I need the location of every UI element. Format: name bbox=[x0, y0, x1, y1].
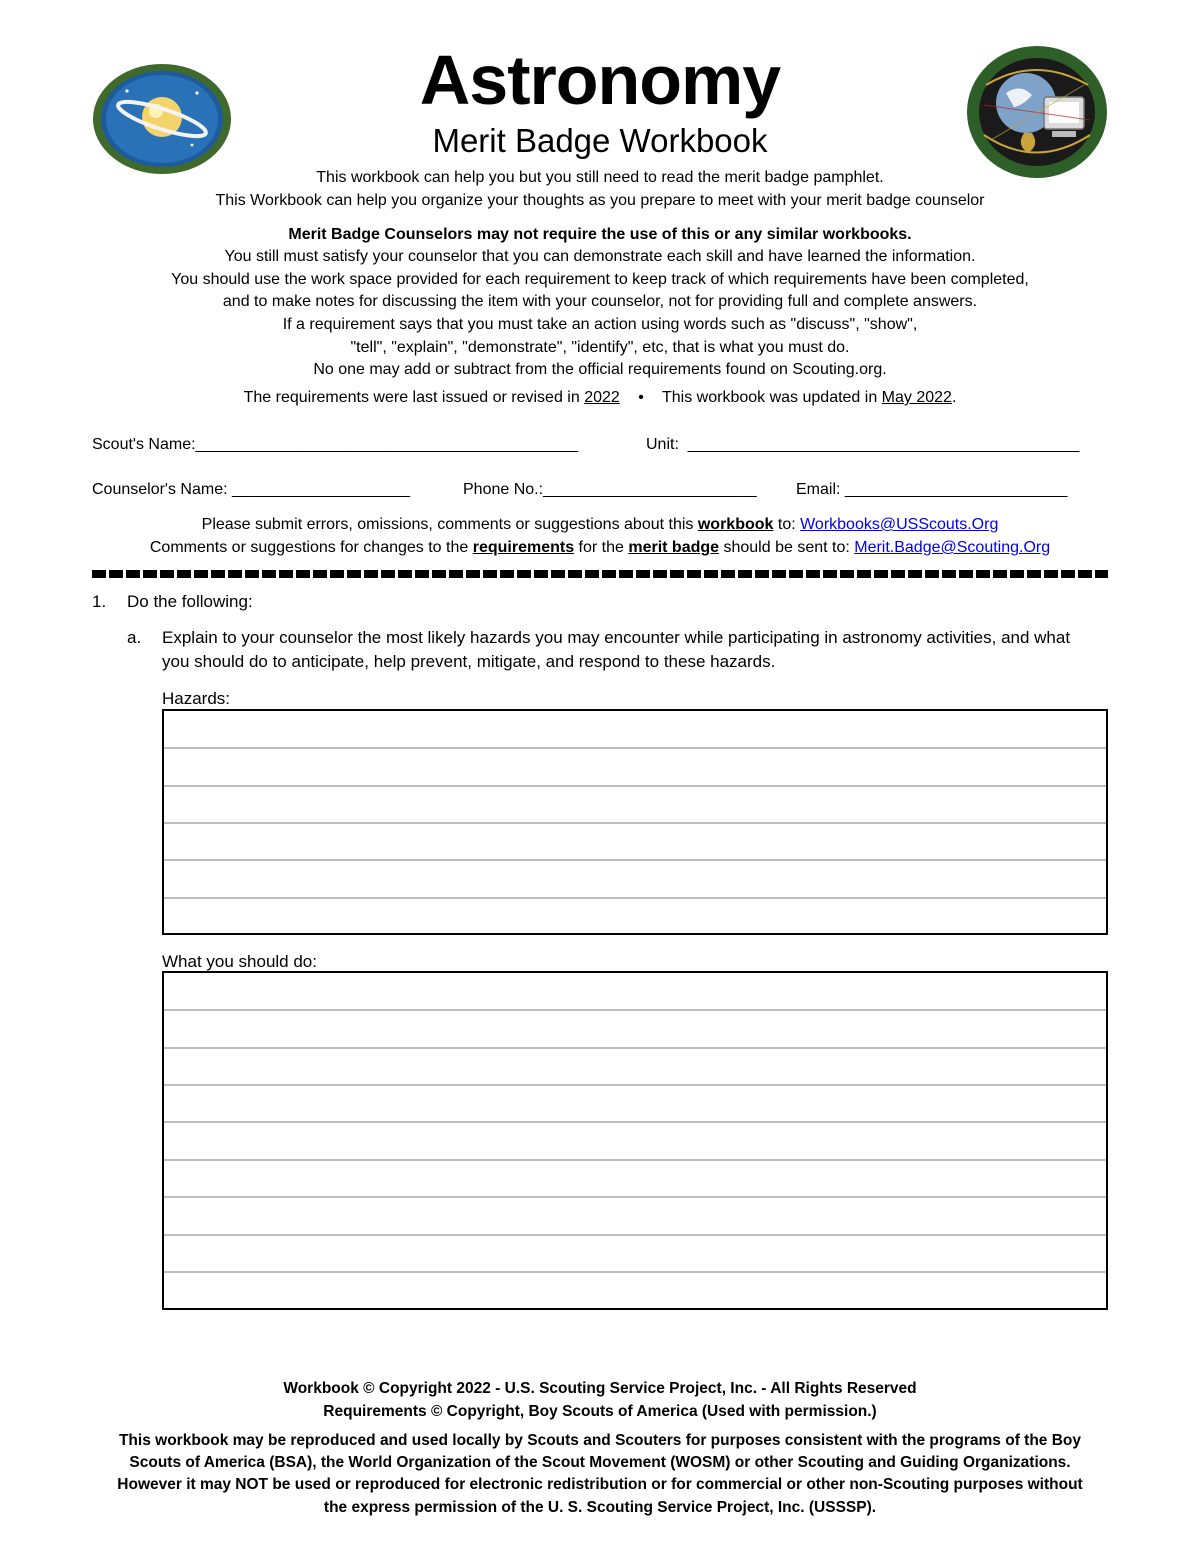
email-field[interactable] bbox=[796, 479, 1067, 501]
hazards-label: Hazards: bbox=[162, 689, 231, 708]
workbooks-email-link[interactable]: Workbooks@USScouts.Org bbox=[800, 516, 999, 533]
revised-prefix: The requirements were last issued or revised in bbox=[243, 389, 585, 406]
revised-year: 2022 bbox=[584, 389, 620, 406]
scout-name-label: Scout's Name: bbox=[92, 436, 196, 453]
submit-bold-requirements: requirements bbox=[472, 539, 575, 556]
email-blank[interactable]: _________________________ bbox=[844, 481, 1068, 498]
phone-label: Phone No.: bbox=[463, 481, 544, 498]
req-1-number: 1. bbox=[92, 592, 107, 611]
updated-suffix: . bbox=[951, 389, 957, 406]
intro-line: This workbook can help you but you still need to read the merit badge pamphlet. bbox=[316, 169, 884, 186]
dashed-divider bbox=[92, 570, 1108, 578]
intro-line: You should use the work space provided for each requirement to keep track of which requirements have been completed, bbox=[171, 271, 1029, 288]
submit-text: to: bbox=[773, 516, 801, 533]
scout-name-field[interactable] bbox=[92, 434, 578, 456]
scout-name-blank[interactable]: ___________________________________________ bbox=[195, 436, 579, 453]
updated-prefix: This workbook was updated in bbox=[662, 389, 882, 406]
counselor-name-field[interactable] bbox=[92, 479, 410, 501]
counselor-name-blank[interactable]: ____________________ bbox=[232, 481, 410, 498]
footer-copyright-workbook: Workbook © Copyright 2022 - U.S. Scouting Service Project, Inc. - All Rights Reserved bbox=[283, 1380, 917, 1397]
submit-line-requirements bbox=[0, 536, 1200, 559]
intro-line: If a requirement says that you must take an action using words such as "discuss", "show", bbox=[282, 316, 918, 333]
email-label: Email: bbox=[796, 481, 841, 498]
footer-usage-line: Scouts of America (BSA), the World Organization of the Scout Movement (WOSM) or other Scouting and Guiding Organizations. bbox=[129, 1454, 1071, 1471]
footer-copyright-requirements: Requirements © Copyright, Boy Scouts of America (Used with permission.) bbox=[323, 1403, 877, 1420]
counselor-notice: Merit Badge Counselors may not require the use of this or any similar workbooks. bbox=[288, 226, 912, 243]
footer-usage-line: the express permission of the U. S. Scouting Service Project, Inc. (USSSP). bbox=[323, 1499, 877, 1516]
submit-text: Please submit errors, omissions, comments or suggestions about this bbox=[201, 516, 698, 533]
submit-line-workbook bbox=[0, 513, 1200, 536]
what-to-do-label: What you should do: bbox=[162, 952, 317, 971]
unit-blank[interactable]: ____________________________________________ bbox=[687, 436, 1080, 453]
updated-date: May 2022 bbox=[881, 389, 952, 406]
req-1a-letter: a. bbox=[127, 628, 142, 647]
phone-field[interactable] bbox=[463, 479, 757, 501]
submit-text: should be sent to: bbox=[719, 539, 855, 556]
unit-field[interactable] bbox=[646, 434, 1079, 456]
submit-text: for the bbox=[574, 539, 629, 556]
phone-blank[interactable]: ________________________ bbox=[543, 481, 757, 498]
unit-label: Unit: bbox=[646, 436, 679, 453]
intro-line: No one may add or subtract from the official requirements found on Scouting.org. bbox=[313, 361, 887, 378]
bullet-separator: • bbox=[638, 389, 644, 406]
req-1a-text-line2: you should do to anticipate, help prevent, mitigate, and respond to these hazards. bbox=[162, 652, 776, 671]
revision-info bbox=[0, 386, 1200, 409]
footer-usage-line: This workbook may be reproduced and used locally by Scouts and Scouters for purposes consistent with the programs of the Boy bbox=[118, 1432, 1082, 1449]
req-1-text: Do the following: bbox=[127, 592, 253, 611]
page-subtitle: Merit Badge Workbook bbox=[432, 122, 768, 159]
counselor-name-label: Counselor's Name: bbox=[92, 481, 228, 498]
footer-usage-line: However it may NOT be used or reproduced for electronic redistribution or for commercial or other non-Scouting purposes without bbox=[117, 1476, 1083, 1493]
intro-line: This Workbook can help you organize your thoughts as you prepare to meet with your merit badge counselor bbox=[215, 192, 985, 209]
submit-text: Comments or suggestions for changes to the bbox=[149, 539, 473, 556]
submit-bold-merit-badge: merit badge bbox=[628, 539, 720, 556]
req-1a-text-line1: Explain to your counselor the most likely hazards you may encounter while participating in astronomy activities, and what bbox=[162, 628, 1071, 647]
intro-line: and to make notes for discussing the item with your counselor, not for providing full and complete answers. bbox=[222, 293, 978, 310]
intro-line: You still must satisfy your counselor that you can demonstrate each skill and have learned the information. bbox=[224, 248, 976, 265]
page-title: Astronomy bbox=[419, 41, 781, 119]
hazards-answer-box[interactable] bbox=[162, 709, 1108, 935]
merit-badge-email-link[interactable]: Merit.Badge@Scouting.Org bbox=[854, 539, 1051, 556]
intro-line: "tell", "explain", "demonstrate", "identify", etc, that is what you must do. bbox=[350, 339, 850, 356]
what-to-do-answer-box[interactable] bbox=[162, 971, 1108, 1310]
submit-bold-workbook: workbook bbox=[697, 516, 774, 533]
